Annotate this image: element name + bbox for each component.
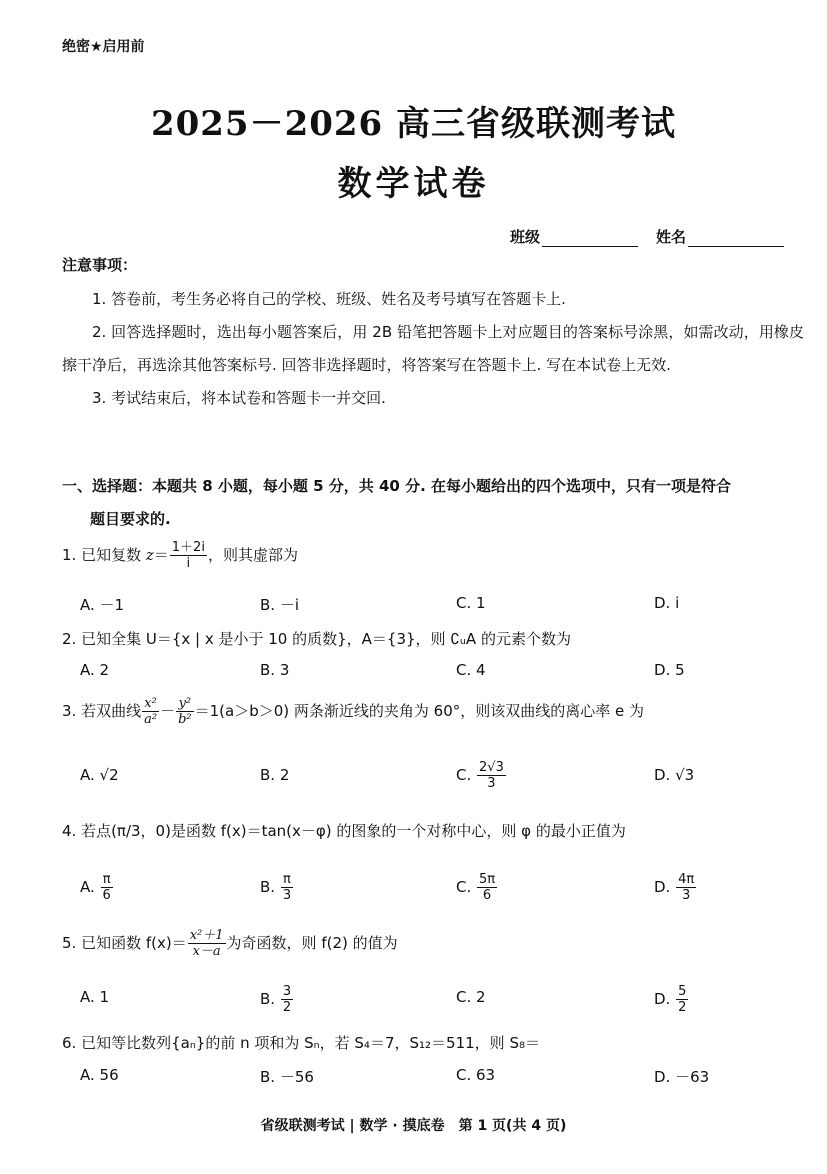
option-label: B. (260, 990, 280, 1008)
question-text: 为奇函数，则 f(2) 的值为 (226, 934, 398, 952)
question-1 (62, 540, 802, 571)
fraction-denominator: x－a (192, 944, 221, 959)
question-6: 6. 已知等比数列{aₙ}的前 n 项和为 Sₙ，若 S₄＝7，S₁₂＝511，则 S₈＝ (62, 1034, 540, 1052)
fraction-numerator: 1＋2i (171, 540, 205, 555)
option-label: D. (654, 878, 676, 896)
page-footer: 省级联测考试 | 数学 · 摸底卷 第 1 页(共 4 页) (260, 1118, 567, 1134)
option-b[interactable]: B. 3 (260, 661, 290, 679)
question-4: 4. 若点(π/3，0)是函数 f(x)＝tan(x－φ) 的图象的一个对称中心，则 φ 的最小正值为 (62, 822, 626, 840)
section-heading-line2: 题目要求的. (90, 510, 171, 528)
option-d[interactable]: D. 5 (654, 661, 685, 679)
option-c[interactable] (456, 760, 507, 791)
math-eq: ＝ (153, 546, 169, 564)
question-text: 5. 已知函数 f(x)＝ (62, 934, 187, 952)
fraction-denominator: 6 (102, 888, 111, 903)
option-b[interactable] (260, 872, 294, 903)
fraction-numerator: π (281, 872, 293, 888)
question-text: 3. 若双曲线 (62, 702, 142, 720)
question-text: ，则其虚部为 (207, 546, 298, 564)
option-b[interactable]: B. －i (260, 596, 299, 614)
option-c[interactable]: C. 63 (456, 1066, 496, 1084)
fraction-denominator: 6 (482, 888, 492, 903)
fraction-numerator: x² (142, 696, 159, 712)
math-op: － (160, 702, 176, 720)
notice-heading: 注意事项： (62, 256, 138, 274)
option-d[interactable] (654, 872, 697, 903)
option-a[interactable]: A. 56 (80, 1066, 119, 1084)
fraction (188, 928, 226, 959)
notice-list (62, 283, 804, 415)
option-label: A. (80, 878, 100, 896)
fraction-denominator: 3 (487, 776, 496, 791)
fraction (170, 540, 207, 571)
fraction-denominator: b² (178, 712, 192, 727)
fraction (676, 984, 688, 1015)
question-2: 2. 已知全集 U＝{x | x 是小于 10 的质数}，A＝{3}，则 ∁ᵤA 的元素个数为 (62, 630, 571, 648)
notice-item: 1. 答卷前，考生务必将自己的学校、班级、姓名及考号填写在答题卡上. (92, 290, 566, 308)
option-d[interactable]: D. √3 (654, 766, 695, 784)
exam-title: 2025－2026 高三省级联测考试 (150, 104, 677, 144)
option-c[interactable]: C. 1 (456, 594, 486, 612)
name-field[interactable] (688, 230, 784, 247)
question-text: ＝1(a＞b＞0) 两条渐近线的夹角为 60°，则该双曲线的离心率 e 为 (194, 702, 645, 720)
fraction-denominator: 3 (282, 888, 292, 903)
fraction-denominator: a² (144, 712, 158, 727)
class-label: 班级 (510, 228, 541, 246)
fraction (477, 872, 497, 903)
question-5 (62, 928, 802, 959)
fraction-numerator: y² (176, 696, 194, 712)
option-b[interactable] (260, 984, 294, 1015)
fraction (142, 696, 159, 727)
fraction-denominator: 2 (678, 1000, 687, 1015)
option-b[interactable]: B. 2 (260, 766, 290, 784)
fraction-numerator: 4π (678, 872, 695, 887)
option-d[interactable] (654, 984, 689, 1015)
fraction-numerator: 2√3 (479, 760, 504, 775)
question-3 (62, 696, 802, 727)
fraction-numerator: 3 (282, 984, 292, 999)
option-a[interactable]: A. 1 (80, 988, 110, 1006)
fraction-numerator: 5π (479, 872, 496, 887)
option-label: C. (456, 878, 477, 896)
option-a[interactable]: A. √2 (80, 766, 119, 784)
fraction (477, 760, 506, 791)
fraction (176, 696, 194, 727)
student-info (510, 226, 802, 247)
fraction-numerator: 5 (678, 984, 687, 999)
option-c[interactable] (456, 872, 498, 903)
math-var: z (145, 546, 154, 564)
option-a[interactable] (80, 872, 114, 903)
section-heading-line1: 一、选择题：本题共 8 小题，每小题 5 分，共 40 分. 在每小题给出的四个选项中，只有一项是符合 (62, 477, 732, 495)
confidential-mark: 绝密★启用前 (62, 39, 145, 55)
notice-item: 3. 考试结束后，将本试卷和答题卡一并交回. (92, 389, 386, 407)
notice-item: 2. 回答选择题时，选出每小题答案后，用 2B 铅笔把答题卡上对应题目的答案标号涂黑，如需改动，用橡皮擦干净后，再选涂其他答案标号. 回答非选择题时，将答案写在答题卡上. 写在本试卷上无效. (62, 323, 804, 374)
fraction-denominator: i (186, 556, 191, 571)
option-label: C. (456, 766, 477, 784)
option-d[interactable]: D. －63 (654, 1068, 710, 1086)
fraction-numerator: x²＋1 (189, 928, 224, 943)
option-label: D. (654, 990, 676, 1008)
option-a[interactable]: A. 2 (80, 661, 110, 679)
name-label: 姓名 (656, 228, 687, 246)
option-c[interactable]: C. 2 (456, 988, 486, 1006)
class-field[interactable] (542, 230, 638, 247)
option-c[interactable]: C. 4 (456, 661, 486, 679)
fraction-denominator: 3 (682, 888, 691, 903)
question-text: 1. 已知复数 (62, 546, 146, 564)
option-b[interactable]: B. －56 (260, 1068, 314, 1086)
fraction-numerator: π (101, 872, 113, 888)
fraction-denominator: 2 (282, 1000, 292, 1015)
section-heading (62, 470, 804, 536)
option-label: B. (260, 878, 280, 896)
option-d[interactable]: D. i (654, 594, 680, 612)
exam-subtitle: 数学试卷 (337, 164, 490, 204)
option-a[interactable]: A. －1 (80, 596, 125, 614)
fraction (101, 872, 113, 903)
fraction (676, 872, 696, 903)
fraction (281, 984, 293, 1015)
fraction (281, 872, 293, 903)
